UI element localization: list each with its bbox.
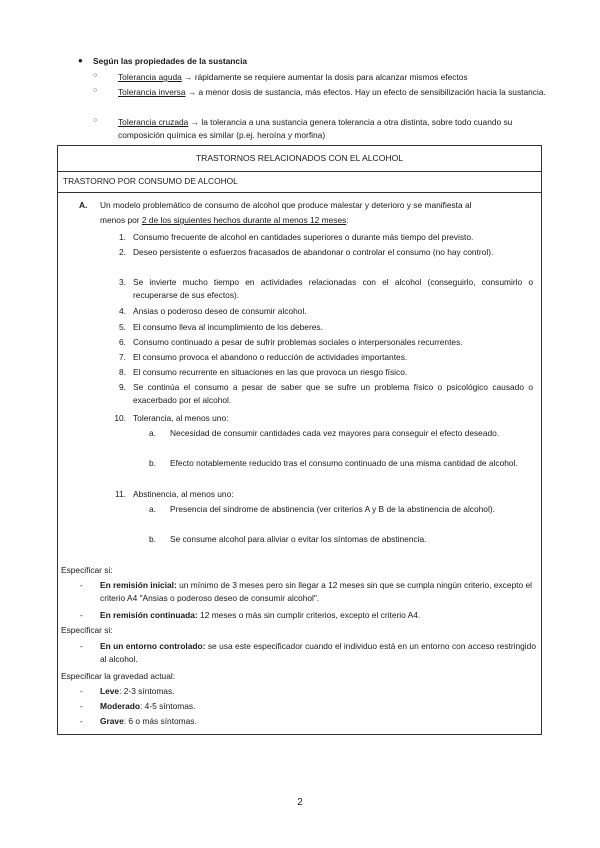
list-item: Deseo persistente o esfuerzos fracasados de abandonar o controlar el consumo (no hay control). [133, 247, 494, 257]
table-subtitle: TRASTORNO POR CONSUMO DE ALCOHOL [58, 172, 541, 193]
list-item: Grave: 6 o más síntomas. [100, 716, 197, 726]
page-number: 2 [297, 797, 303, 808]
intro-section [78, 55, 548, 145]
criterion-letter: A. [79, 200, 88, 210]
circle-bullet-icon: ○ [93, 72, 98, 79]
list-item: En un entorno controlado: se usa este especificador cuando el individuo está en un entorno con acceso restringido al alcohol. [100, 641, 536, 665]
list-item: ○ Tolerancia aguda → rápidamente se requiere aumentar la dosis para alcanzar mismos efectos [93, 72, 468, 82]
spec-title: Especificar si: [61, 565, 113, 575]
table-title: TRASTORNOS RELACIONADOS CON EL ALCOHOL [58, 146, 541, 172]
list-item: Consumo frecuente de alcohol en cantidades superiores o durante más tiempo del previsto. [133, 232, 474, 242]
circle-bullet-icon: ○ [93, 87, 98, 94]
list-item: Consumo continuado a pesar de sufrir problemas sociales o interpersonales recurrentes. [133, 337, 463, 347]
spec-title: Especificar si: [61, 625, 113, 635]
list-item: Moderado: 4-5 síntomas. [100, 701, 196, 711]
list-item: ○ Tolerancia inversa → a menor dosis de sustancia, más efectos. Hay un efecto de sensibilización hacia la sustancia. [93, 87, 546, 97]
list-item: Ansias o poderoso deseo de consumir alcohol. [133, 306, 307, 316]
list-item: ○ Tolerancia cruzada → la tolerancia a una sustancia genera tolerancia a otra distinta, sobre todo cuando su composición química es similar (p.ej. heroína y morfina) [93, 117, 513, 141]
list-item: Leve: 2-3 síntomas. [100, 686, 175, 696]
list-item: Presencia del síndrome de abstinencia (ver criterios A y B de la abstinencia de alcohol). [170, 504, 495, 514]
list-item: Se consume alcohol para aliviar o evitar los síntomas de abstinencia. [170, 534, 427, 544]
list-item: El consumo provoca el abandono o reducción de actividades importantes. [133, 352, 408, 362]
bullet-icon: ● [78, 56, 83, 65]
list-item: En remisión inicial: un mínimo de 3 meses pero sin llegar a 12 meses sin que se cumpla ningún criterio, excepto el criterio A4 "Ansias o poderoso deseo de consumir alcohol". [100, 580, 532, 604]
criterion-text: menos por 2 de los siguientes hechos durante al menos 12 meses: [100, 215, 349, 225]
list-item: El consumo recurrente en situaciones en las que provoca un riesgo físico. [133, 367, 408, 377]
alcohol-table: TRASTORNOS RELACIONADOS CON EL ALCOHOL TRASTORNO POR CONSUMO DE ALCOHOL A. Un modelo problemático de consumo de alcohol que produce malestar y deterioro y se manifiesta al menos por 2 de los siguientes hechos durante al menos 12 meses: 1. Consumo frecuente de alcohol en cantidades superiores o durante más tiempo del previsto. 2. Deseo persistente o esfuerzos fracasados de abandonar o controlar el consumo (no hay control). 3. Se invierte mucho tiempo en actividades relacionadas con el alcohol (conseguirlo, consumirlo o recuperarse de sus efectos). 4. Ansias o poderoso deseo de consumir alcohol. 5. El consumo lleva al incumplimiento de los deberes. 6. Consumo continuado a pesar de sufrir problemas sociales o interpersonales recurrentes. 7. El consumo provoca el abandono o reducción de actividades importantes. 8. El consumo recurrente en situaciones en las que provoca un riesgo físico. 9. Se continúa el consumo a pesar de saber que se sufre un problema físico o psicológico causado o exacerbado por el alcohol. 10. Tolerancia, al menos uno: a. Necesidad de consumir cantidades cada vez mayores para conseguir el efecto deseado. b. Efecto notablemente reducido tras el consumo continuado de una misma cantidad de alcohol. 11. Abstinencia, al menos uno: a. Presencia del síndrome de abstinencia (ver criterios A y B de la abstinencia de alcohol). b. Se consume alcohol para aliviar o evitar los síntomas de abstinencia. Especificar si: - En remisión inicial: un mínimo de 3 meses pero sin llegar a 12 meses sin que se cumpla ningún criterio, excepto el criterio A4 "Ansias o poderoso deseo de consumir alcohol". - En remisión continuada: 12 meses o más sin cumplir criterios, excepto el criterio A4. Especificar si: - En un entorno controlado: se usa este especificador cuando el individuo está en un entorno con acceso restringido al alcohol. Especificar la gravedad actual: - Leve: 2-3 síntomas. - Moderado: 4-5 síntomas. - Grave: 6 o más síntomas. [57, 145, 542, 735]
list-item: Se invierte mucho tiempo en actividades relacionadas con el alcohol (conseguirlo, consumirlo o recuperarse de sus efectos). [133, 277, 533, 301]
spec-title: Especificar la gravedad actual: [61, 671, 176, 681]
list-item: Se continúa el consumo a pesar de saber que se sufre un problema físico o psicológico causado o exacerbado por el alcohol. [133, 382, 533, 406]
list-item: Necesidad de consumir cantidades cada vez mayores para conseguir el efecto deseado. [170, 428, 500, 438]
circle-bullet-icon: ○ [93, 117, 98, 124]
list-item: Abstinencia, al menos uno: [133, 489, 234, 499]
list-item: Tolerancia, al menos uno: [133, 413, 229, 423]
list-item: En remisión continuada: 12 meses o más sin cumplir criterios, excepto el criterio A4. [100, 610, 421, 620]
list-item: Efecto notablemente reducido tras el consumo continuado de una misma cantidad de alcohol. [170, 458, 518, 468]
list-item: El consumo lleva al incumplimiento de los deberes. [133, 322, 323, 332]
criterion-text: Un modelo problemático de consumo de alcohol que produce malestar y deterioro y se manifiesta al [100, 200, 472, 210]
intro-heading: Según las propiedades de la sustancia [93, 56, 248, 66]
